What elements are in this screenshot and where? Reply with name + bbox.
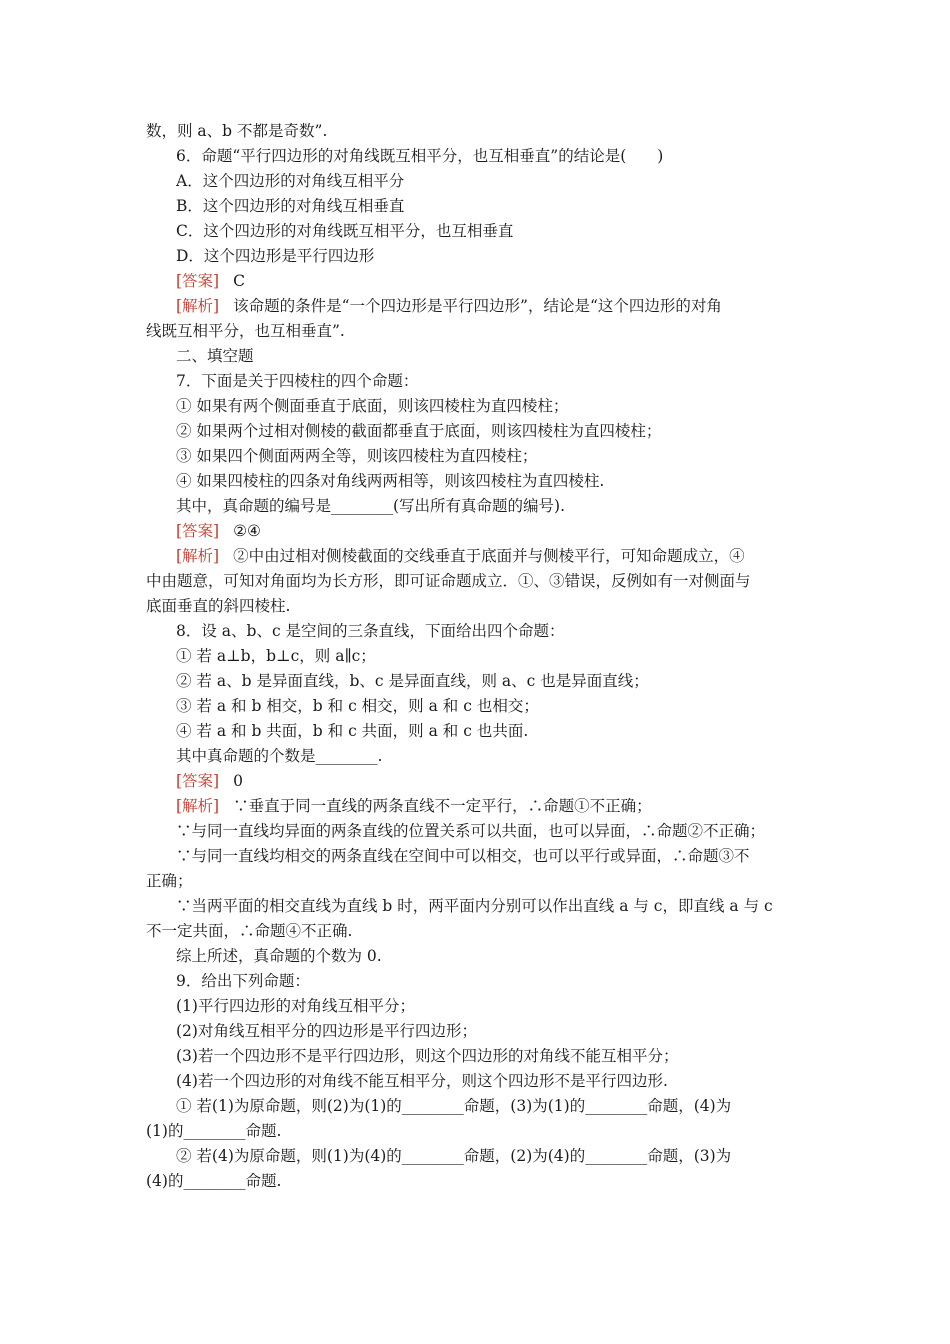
text-line: ∵与同一直线均异面的两条直线的位置关系可以共面，也可以异面，∴命题②不正确； (176, 822, 766, 840)
analysis-tag: [解析] (176, 547, 220, 565)
question-8-stem: 8．设 a、b、c 是空间的三条直线，下面给出四个命题： (176, 622, 565, 640)
text-line: (4)若一个四边形的对角线不能互相平分，则这个四边形不是平行四边形. (176, 1072, 668, 1090)
analysis-line (176, 294, 808, 319)
text-line: 底面垂直的斜四棱柱. (146, 597, 291, 615)
answer-tag: [答案] (176, 522, 220, 540)
option-a: A．这个四边形的对角线互相平分 (176, 172, 405, 190)
answer-line (176, 519, 808, 544)
answer-tag: [答案] (176, 772, 220, 790)
section-heading: 二、填空题 (176, 347, 254, 365)
text-line: ③ 如果四个侧面两两全等，则该四棱柱为直四棱柱； (176, 447, 538, 465)
answer-text: ②④ (233, 522, 261, 540)
text-line: ④ 若 a 和 b 共面，b 和 c 共面，则 a 和 c 也共面. (176, 722, 529, 740)
option-c: C．这个四边形的对角线既互相平分，也互相垂直 (176, 222, 514, 240)
text-line: 其中真命题的个数是________. (176, 747, 383, 765)
text-line: ∵与同一直线均相交的两条直线在空间中可以相交，也可以平行或异面，∴命题③不 (176, 847, 750, 865)
analysis-tag: [解析] (176, 797, 220, 815)
option-d: D．这个四边形是平行四边形 (176, 247, 375, 265)
text-line: ① 若(1)为原命题，则(2)为(1)的________命题，(3)为(1)的________命题，(4)为 (176, 1097, 732, 1115)
text-line: ② 若 a、b 是异面直线，b、c 是异面直线，则 a、c 也是异面直线； (176, 672, 649, 690)
text-line: ① 若 a⊥b，b⊥c，则 a∥c； (176, 647, 376, 665)
text-line: ③ 若 a 和 b 相交，b 和 c 相交，则 a 和 c 也相交； (176, 697, 539, 715)
option-b: B．这个四边形的对角线互相垂直 (176, 197, 405, 215)
analysis-text: ∵垂直于同一直线的两条直线不一定平行，∴命题①不正确； (233, 797, 652, 815)
text-line: ④ 如果四棱柱的四条对角线两两相等，则该四棱柱为直四棱柱. (176, 472, 605, 490)
analysis-line (176, 544, 808, 569)
text-line: 其中，真命题的编号是________(写出所有真命题的编号). (176, 497, 566, 515)
text-line: ② 如果两个过相对侧棱的截面都垂直于底面，则该四棱柱为直四棱柱； (176, 422, 662, 440)
analysis-tag: [解析] (176, 297, 220, 315)
answer-line (176, 269, 808, 294)
answer-text: C (233, 272, 245, 290)
text-line: (1)平行四边形的对角线互相平分； (176, 997, 415, 1015)
answer-line (176, 769, 808, 794)
answer-text: 0 (233, 772, 243, 790)
text-line: 数，则 a、b 不都是奇数”. (146, 122, 328, 140)
text-line: 不一定共面，∴命题④不正确. (146, 922, 353, 940)
text-line: (4)的________命题. (146, 1172, 282, 1190)
text-line: 中由题意，可知对角面均为长方形，即可证命题成立．①、③错误，反例如有一对侧面与 (146, 572, 751, 590)
text-line: (1)的________命题. (146, 1122, 282, 1140)
answer-tag: [答案] (176, 272, 220, 290)
analysis-line (176, 794, 808, 819)
text-line: ① 如果有两个侧面垂直于底面，则该四棱柱为直四棱柱； (176, 397, 569, 415)
text-line: 综上所述，真命题的个数为 0. (176, 947, 382, 965)
text-line: ∵当两平面的相交直线为直线 b 时，两平面内分别可以作出直线 a 与 c，即直线 a 与 c (176, 897, 773, 915)
analysis-text: 该命题的条件是“一个四边形是平行四边形”，结论是“这个四边形的对角 (233, 297, 722, 315)
analysis-text: ②中由过相对侧棱截面的交线垂直于底面并与侧棱平行，可知命题成立，④ (233, 547, 745, 565)
question-9-stem: 9．给出下列命题： (176, 972, 310, 990)
text-line: 正确； (146, 872, 193, 890)
question-7-stem: 7．下面是关于四棱柱的四个命题： (176, 372, 419, 390)
text-line: 线既互相平分，也互相垂直”. (146, 322, 345, 340)
text-line: ② 若(4)为原命题，则(1)为(4)的________命题，(2)为(4)的________命题，(3)为 (176, 1147, 732, 1165)
text-line: (2)对角线互相平分的四边形是平行四边形； (176, 1022, 477, 1040)
text-line: (3)若一个四边形不是平行四边形，则这个四边形的对角线不能互相平分； (176, 1047, 679, 1065)
question-6-stem: 6．命题“平行四边形的对角线既互相平分，也互相垂直”的结论是( ) (176, 147, 664, 165)
